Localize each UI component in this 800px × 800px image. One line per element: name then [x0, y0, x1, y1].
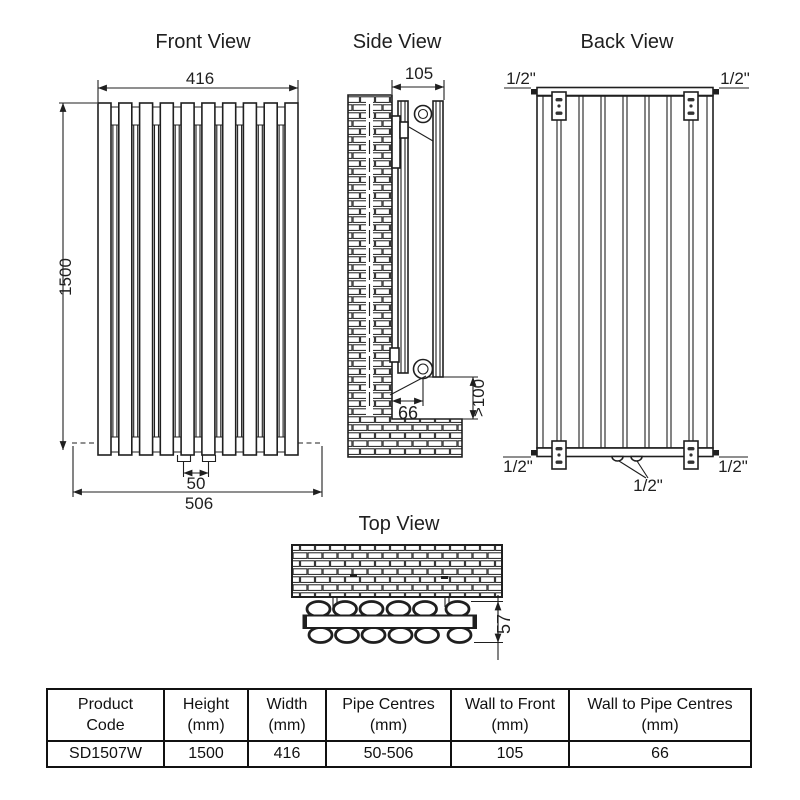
- front-dim-width: [98, 69, 298, 103]
- back-view: [503, 31, 750, 495]
- front-dim-height: [56, 103, 97, 450]
- side-dim-floor-clearance: [427, 377, 488, 419]
- front-overall-width-label: 506: [184, 494, 214, 513]
- front-pipe-centres-label: 50: [186, 474, 206, 493]
- conn-bottom-centre-label: 1/2": [633, 476, 663, 495]
- spec-header-pipe-centres: Pipe Centres (mm): [326, 689, 451, 741]
- front-width-label: 416: [185, 69, 215, 88]
- conn-top-left-label: 1/2": [506, 69, 536, 88]
- spec-header-width: Width (mm): [248, 689, 326, 741]
- front-view: [56, 31, 323, 513]
- spec-table-value-row: [47, 741, 751, 767]
- top-depth-label: 57: [494, 613, 514, 635]
- top-dim-depth: [471, 595, 514, 660]
- conn-bottom-right-label: 1/2": [718, 457, 748, 476]
- conn-bottom-left-label: 1/2": [503, 457, 533, 476]
- front-view-title: Front View: [155, 31, 251, 53]
- top-pipe-section: [415, 106, 432, 123]
- conn-top-right-label: 1/2": [720, 69, 750, 88]
- spec-value-pipe-centres: 50-506: [326, 741, 451, 767]
- back-radiator-body: [531, 88, 719, 457]
- top-radiator-section: [303, 602, 478, 643]
- front-radiator-body: [98, 103, 298, 462]
- side-wall-to-front-label: 105: [404, 64, 434, 83]
- front-height-label: 1500: [56, 258, 75, 296]
- back-view-title: Back View: [580, 31, 674, 53]
- bottom-wall-bracket: [390, 348, 399, 362]
- side-radiator-profile: [390, 101, 443, 395]
- spec-value-product-code: SD1507W: [47, 741, 164, 767]
- top-wall: [292, 545, 502, 597]
- side-view-title: Side View: [352, 31, 442, 53]
- pipe-stubs: [178, 455, 216, 462]
- spec-table-header-row: [47, 689, 751, 741]
- side-view: [348, 31, 488, 457]
- bottom-pipe-section: [414, 360, 433, 379]
- side-wall-to-pipe-label: 66: [397, 403, 419, 423]
- spec-header-product-code: Product Code: [47, 689, 164, 741]
- spec-header-height: Height (mm): [164, 689, 248, 741]
- top-view: [292, 513, 514, 660]
- spec-value-width: 416: [248, 741, 326, 767]
- top-view-title: Top View: [358, 513, 440, 535]
- spec-value-wall-to-front: 105: [451, 741, 569, 767]
- spec-value-wall-to-pipe-centres: 66: [569, 741, 751, 767]
- spec-header-wall-to-front: Wall to Front (mm): [451, 689, 569, 741]
- side-floor-clearance-label: >100: [469, 378, 488, 418]
- spec-header-wall-to-pipe-centres: Wall to Pipe Centres (mm): [569, 689, 751, 741]
- spec-table: [46, 688, 752, 768]
- top-wall-bracket: [392, 116, 400, 168]
- side-dim-wall-to-front: [392, 64, 444, 100]
- spec-value-height: 1500: [164, 741, 248, 767]
